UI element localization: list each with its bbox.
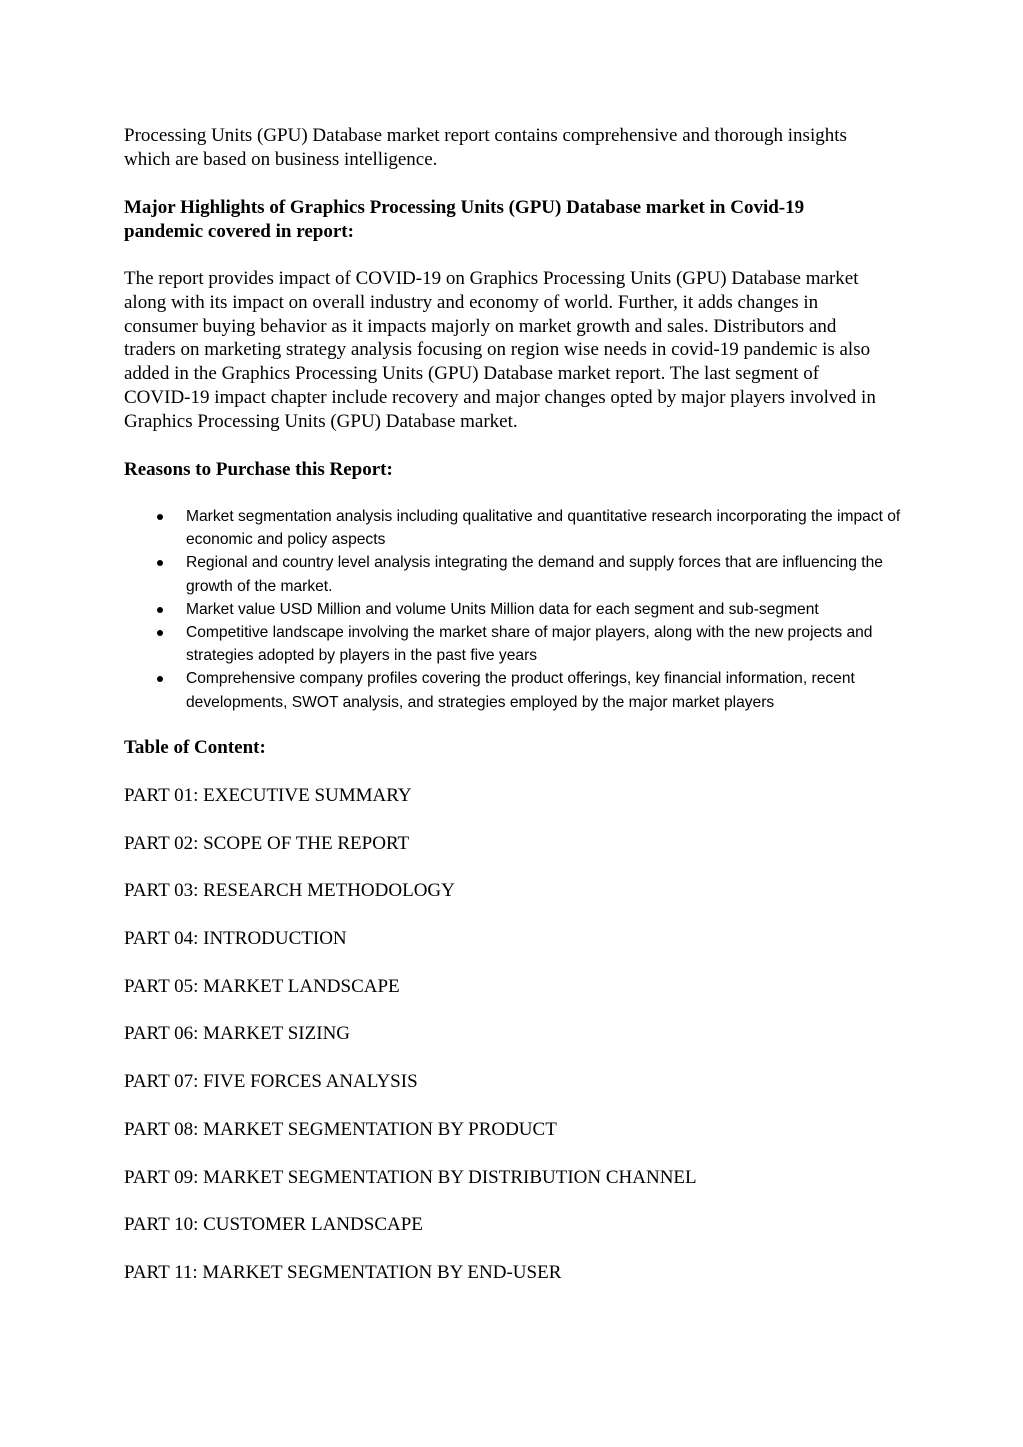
reasons-list-item <box>124 621 914 667</box>
reasons-list-item <box>124 551 914 597</box>
bullet-dot-icon <box>157 676 163 682</box>
toc-entry: PART 06: MARKET SIZING <box>124 1023 351 1044</box>
toc-entry: PART 09: MARKET SEGMENTATION BY DISTRIBUTION CHANNEL <box>124 1167 697 1188</box>
toc-entry: PART 10: CUSTOMER LANDSCAPE <box>124 1214 423 1235</box>
highlights-heading: Major Highlights of Graphics Processing Units (GPU) Database market in Covid-19 pandemic covered in report: <box>124 197 805 242</box>
toc-entry: PART 07: FIVE FORCES ANALYSIS <box>124 1071 418 1092</box>
toc-entry: PART 08: MARKET SEGMENTATION BY PRODUCT <box>124 1119 557 1140</box>
reasons-heading: Reasons to Purchase this Report: <box>124 459 393 480</box>
toc-entry: PART 02: SCOPE OF THE REPORT <box>124 833 410 854</box>
bullet-dot-icon <box>157 560 163 566</box>
bullet-dot-icon <box>157 630 163 636</box>
reasons-list-item <box>124 505 914 551</box>
toc-entry: PART 04: INTRODUCTION <box>124 928 347 949</box>
toc-entry: PART 03: RESEARCH METHODOLOGY <box>124 880 455 901</box>
reason-text: Regional and country level analysis integrating the demand and supply forces that are influencing the growth of the market. <box>186 554 883 595</box>
toc-entry: PART 05: MARKET LANDSCAPE <box>124 976 400 997</box>
reason-text: Market value USD Million and volume Units Million data for each segment and sub-segment <box>186 600 819 618</box>
reason-text: Comprehensive company profiles covering the product offerings, key financial information, recent developments, SWOT analysis, and strategies employed by the major market players <box>186 670 855 711</box>
reasons-list-item <box>124 667 914 713</box>
reason-text: Competitive landscape involving the market share of major players, along with the new projects and strategies adopted by players in the past five years <box>186 624 873 665</box>
reason-text: Market segmentation analysis including qualitative and quantitative research incorporating the impact of economic and policy aspects <box>186 508 901 549</box>
intro-paragraph: Processing Units (GPU) Database market report contains comprehensive and thorough insights which are based on business intelligence. <box>124 125 847 170</box>
toc-entry: PART 01: EXECUTIVE SUMMARY <box>124 785 412 806</box>
bullet-dot-icon <box>157 514 163 520</box>
reasons-list-item <box>124 598 914 621</box>
toc-entry: PART 11: MARKET SEGMENTATION BY END-USER <box>124 1262 562 1283</box>
reasons-list <box>124 505 914 714</box>
impact-paragraph: The report provides impact of COVID-19 on Graphics Processing Units (GPU) Database market along with its impact on overall industry and economy of world. Further, it adds changes in consumer buying behavior as it impacts majorly on market growth and sales. Distributors and traders on marketing strategy analysis focusing on region wise needs in covid-19 pandemic is also added in the Graphics Processing Units (GPU) Database market report. The last segment of COVID-19 impact chapter include recovery and major changes opted by major players involved in Graphics Processing Units (GPU) Database market. <box>124 268 876 432</box>
bullet-dot-icon <box>157 607 163 613</box>
toc-heading: Table of Content: <box>124 737 266 758</box>
